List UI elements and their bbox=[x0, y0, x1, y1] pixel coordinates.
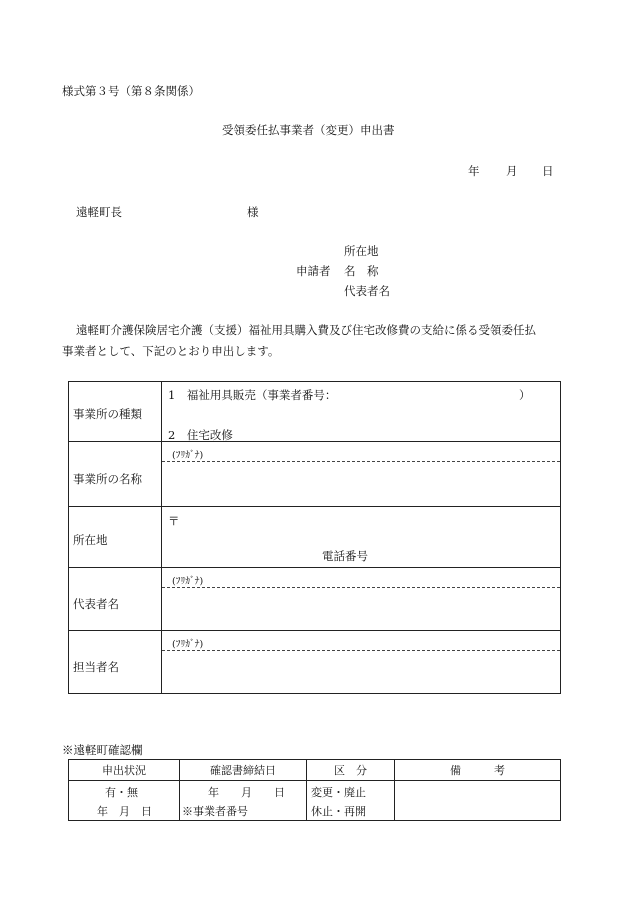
representative-furigana-label: (ﾌﾘｶﾞﾅ) bbox=[172, 576, 204, 587]
confirm-date-line2: ※事業者番号 bbox=[182, 805, 248, 818]
confirm-category-line2: 休止・再開 bbox=[311, 805, 366, 818]
confirm-remarks-cell[interactable] bbox=[395, 781, 561, 821]
confirm-section-title: ※遠軽町確認欄 bbox=[62, 743, 143, 757]
phone-label: 電話番号 bbox=[322, 549, 368, 563]
office-name-furigana-label: (ﾌﾘｶﾞﾅ) bbox=[172, 450, 204, 461]
office-type-field[interactable] bbox=[162, 382, 561, 442]
address-field[interactable] bbox=[162, 507, 561, 568]
furigana-divider bbox=[162, 587, 560, 588]
confirm-category-line1: 変更・廃止 bbox=[311, 786, 366, 799]
postal-mark: 〒 bbox=[168, 514, 180, 528]
furigana-divider bbox=[162, 461, 560, 462]
applicant-name-label: 名 称 bbox=[344, 264, 379, 278]
date-month-label: 月 bbox=[506, 164, 518, 178]
applicant-rep-label: 代表者名 bbox=[344, 284, 390, 298]
body-text-line2: 事業者として、下記のとおり申出します。 bbox=[62, 344, 280, 358]
confirm-category-cell[interactable] bbox=[307, 781, 395, 821]
form-title: 受領委任払事業者（変更）申出書 bbox=[222, 123, 395, 137]
addressee: 遠軽町長 bbox=[76, 205, 122, 219]
contact-label: 担当者名 bbox=[73, 660, 119, 674]
confirm-date-cell[interactable] bbox=[180, 781, 307, 821]
applicant-address-label: 所在地 bbox=[344, 244, 379, 258]
body-text-line1: 遠軽町介護保険居宅介護（支援）福祉用具購入費及び住宅改修費の支給に係る受領委任払 bbox=[76, 323, 536, 337]
applicant-label: 申請者 bbox=[296, 264, 331, 278]
date-year-label: 年 bbox=[468, 164, 480, 178]
confirm-status-line2: 年 月 日 bbox=[97, 805, 152, 818]
office-type-option-1-close: ） bbox=[519, 388, 531, 402]
office-type-option-1: 1 福祉用具販売（事業者番号： bbox=[168, 388, 337, 402]
confirm-status-cell[interactable] bbox=[69, 781, 180, 821]
furigana-divider bbox=[162, 650, 560, 651]
confirm-date-line1: 年 月 日 bbox=[208, 786, 285, 799]
office-type-label: 事業所の種類 bbox=[73, 407, 142, 421]
confirm-header-remarks: 備 考 bbox=[395, 760, 561, 781]
confirm-header-row bbox=[69, 760, 561, 781]
office-type-row bbox=[69, 382, 561, 442]
confirm-status-line1: 有・無 bbox=[105, 786, 138, 799]
representative-field[interactable] bbox=[162, 568, 561, 631]
confirm-data-row bbox=[69, 781, 561, 821]
confirm-table bbox=[68, 759, 561, 821]
confirm-header-category: 区 分 bbox=[307, 760, 395, 781]
representative-label: 代表者名 bbox=[73, 597, 119, 611]
form-number: 様式第３号（第８条関係） bbox=[62, 84, 200, 98]
office-name-field[interactable] bbox=[162, 442, 561, 507]
representative-row bbox=[69, 568, 561, 631]
office-name-label: 事業所の名称 bbox=[73, 472, 142, 486]
confirm-header-status: 申出状況 bbox=[69, 760, 180, 781]
address-row bbox=[69, 507, 561, 568]
date-day-label: 日 bbox=[542, 164, 554, 178]
contact-field[interactable] bbox=[162, 631, 561, 694]
contact-furigana-label: (ﾌﾘｶﾞﾅ) bbox=[172, 639, 204, 650]
application-form-table bbox=[68, 381, 561, 694]
contact-row bbox=[69, 631, 561, 694]
address-label: 所在地 bbox=[73, 533, 108, 547]
office-type-option-2: 2 住宅改修 bbox=[168, 428, 233, 442]
honorific: 様 bbox=[247, 205, 259, 219]
office-name-row bbox=[69, 442, 561, 507]
confirm-header-date: 確認書締結日 bbox=[180, 760, 307, 781]
